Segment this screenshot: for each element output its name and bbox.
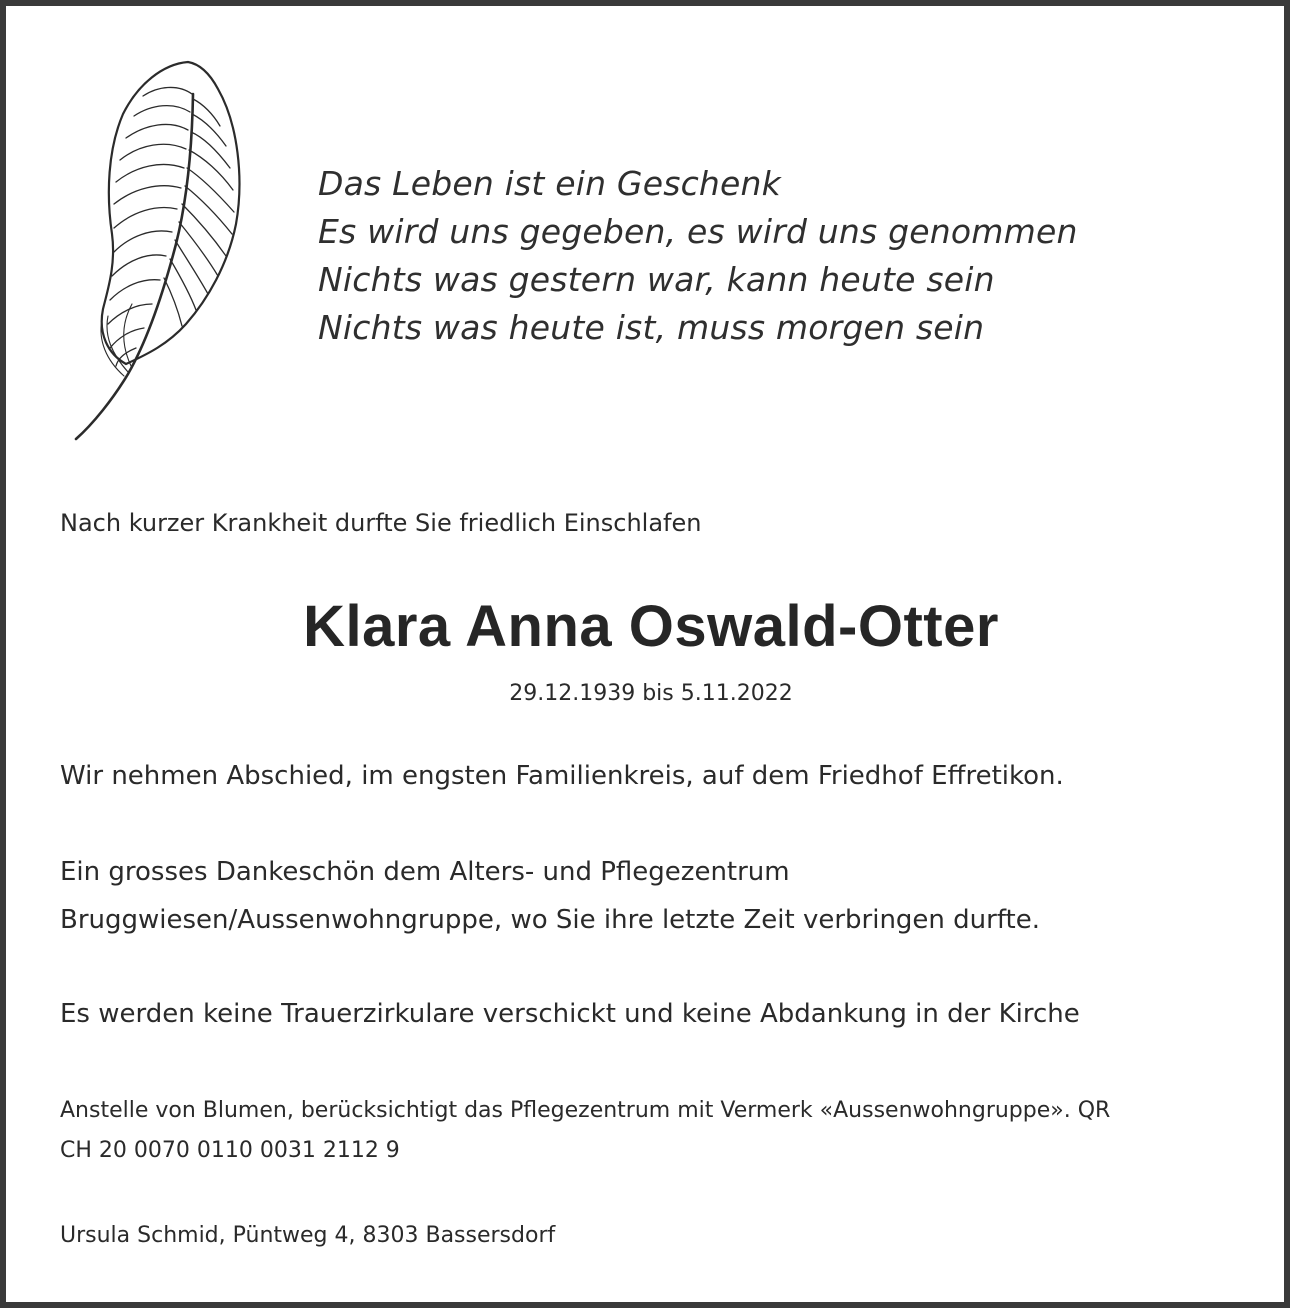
poem-line: Nichts was heute ist, muss morgen sein: [318, 308, 985, 347]
intro-text: Nach kurzer Krankheit durfte Sie friedlich Einschlafen: [60, 509, 702, 537]
thanks-line: Ein grosses Dankeschön dem Alters- und Pflegezentrum: [60, 857, 790, 887]
poem-line: Das Leben ist ein Geschenk: [318, 164, 781, 203]
contact-address: Ursula Schmid, Püntweg 4, 8303 Bassersdorf: [60, 1223, 556, 1248]
deceased-name: Klara Anna Oswald-Otter: [303, 594, 999, 659]
life-dates: 29.12.1939 bis 5.11.2022: [509, 681, 793, 706]
donation-note: [60, 1091, 1260, 1171]
notice-text: Es werden keine Trauerzirkulare verschickt und keine Abdankung in der Kirche: [60, 999, 1080, 1029]
thanks-line: Bruggwiesen/Aussenwohngruppe, wo Sie ihre letzte Zeit verbringen durfte.: [60, 905, 1040, 935]
notice-paragraph: [60, 990, 1260, 1038]
poem-line: Nichts was gestern war, kann heute sein: [318, 260, 995, 299]
donation-iban: CH 20 0070 0110 0031 2112 9: [60, 1138, 400, 1163]
donation-line: Anstelle von Blumen, berücksichtigt das Pflegezentrum mit Vermerk «Aussenwohngruppe». QR: [60, 1098, 1111, 1123]
poem-line: Es wird uns gegeben, es wird uns genommen: [318, 212, 1078, 251]
poem: [318, 160, 1218, 352]
feather-icon: [68, 54, 248, 446]
farewell-paragraph: [60, 752, 1260, 800]
thanks-paragraph: [60, 848, 1260, 944]
farewell-text: Wir nehmen Abschied, im engsten Familienkreis, auf dem Friedhof Effretikon.: [60, 761, 1064, 791]
